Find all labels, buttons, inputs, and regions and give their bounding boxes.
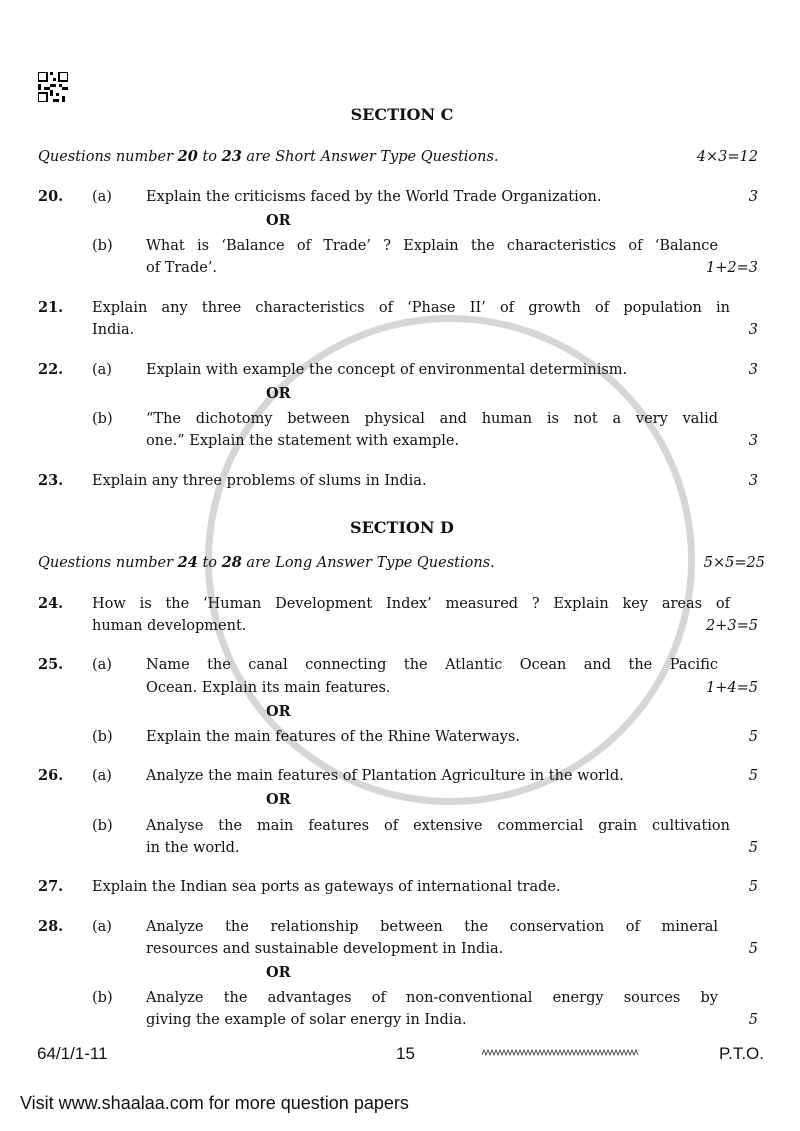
marks: 5: [748, 879, 758, 895]
option-label: (a): [92, 362, 112, 378]
question-text: Explain any three problems of slums in India.: [92, 473, 427, 489]
qr-code-icon: [38, 72, 68, 102]
marks: 2+3=5: [706, 618, 758, 634]
option-label: (b): [92, 238, 113, 254]
marks: 5: [748, 768, 758, 784]
section-c-marks: 4×3=12: [696, 149, 758, 165]
page-number: 15: [396, 1044, 415, 1063]
question-text: India.: [92, 322, 135, 338]
question-text: Ocean. Explain its main features.: [146, 680, 391, 696]
question-number: 27.: [38, 878, 64, 895]
question-number: 26.: [38, 767, 64, 784]
question-text: How is the ‘Human Development Index’ measured ? Explain key areas of: [92, 596, 730, 612]
marks: 3: [748, 433, 758, 449]
option-label: (b): [92, 818, 113, 834]
paper-code: 64/1/1-11: [37, 1044, 108, 1063]
question-text: “The dichotomy between physical and human is not a very valid: [146, 411, 718, 427]
or-separator: OR: [266, 385, 291, 402]
section-d-title: SECTION D: [350, 518, 454, 537]
question-text: of Trade’.: [146, 260, 218, 276]
question-number: 22.: [38, 361, 64, 378]
question-text: in the world.: [146, 840, 240, 856]
marks: 5: [748, 840, 758, 856]
wavy-line-divider: [482, 1048, 640, 1058]
section-c-instruction: Questions number 20 to 23 are Short Answer Type Questions.: [38, 148, 499, 165]
question-text: Explain the criticisms faced by the World Trade Organization.: [146, 189, 602, 205]
question-text: Explain with example the concept of environmental determinism.: [146, 362, 628, 378]
marks: 1+2=3: [706, 260, 758, 276]
option-label: (a): [92, 768, 112, 784]
pto-label: P.T.O.: [718, 1044, 764, 1063]
marks: 5: [748, 941, 758, 957]
question-number: 28.: [38, 918, 64, 935]
option-label: (b): [92, 411, 113, 427]
marks: 5: [748, 1012, 758, 1028]
question-text: What is ‘Balance of Trade’ ? Explain the characteristics of ‘Balance: [146, 238, 718, 254]
question-text: resources and sustainable development in India.: [146, 941, 504, 957]
marks: 3: [748, 189, 758, 205]
question-text: Analyse the main features of extensive commercial grain cultivation: [146, 818, 730, 834]
or-separator: OR: [266, 964, 291, 981]
question-number: 21.: [38, 299, 64, 316]
option-label: (b): [92, 990, 113, 1006]
question-number: 25.: [38, 656, 64, 673]
visit-link[interactable]: Visit www.shaalaa.com for more question papers: [20, 1093, 409, 1113]
question-number: 20.: [38, 188, 64, 205]
or-separator: OR: [266, 791, 291, 808]
question-text: one.” Explain the statement with example.: [146, 433, 460, 449]
question-text: Explain the main features of the Rhine Waterways.: [146, 729, 520, 745]
option-label: (a): [92, 657, 112, 673]
question-number: 24.: [38, 595, 64, 612]
or-separator: OR: [266, 212, 291, 229]
question-text: giving the example of solar energy in India.: [146, 1012, 467, 1028]
question-text: Explain the Indian sea ports as gateways of international trade.: [92, 879, 561, 895]
marks: 1+4=5: [706, 680, 758, 696]
option-label: (a): [92, 919, 112, 935]
marks: 3: [748, 362, 758, 378]
question-number: 23.: [38, 472, 64, 489]
question-text: human development.: [92, 618, 247, 634]
section-d-marks: 5×5=25: [703, 555, 765, 571]
or-separator: OR: [266, 703, 291, 720]
section-d-instruction: Questions number 24 to 28 are Long Answer Type Questions.: [38, 554, 495, 571]
option-label: (b): [92, 729, 113, 745]
marks: 3: [748, 322, 758, 338]
question-text: Explain any three characteristics of ‘Phase II’ of growth of population in: [92, 300, 730, 316]
marks: 3: [748, 473, 758, 489]
question-text: Name the canal connecting the Atlantic Ocean and the Pacific: [146, 657, 718, 673]
option-label: (a): [92, 189, 112, 205]
question-text: Analyze the advantages of non-conventional energy sources by: [146, 990, 718, 1006]
question-text: Analyze the relationship between the conservation of mineral: [146, 919, 718, 935]
section-c-title: SECTION C: [350, 105, 454, 124]
marks: 5: [748, 729, 758, 745]
question-text: Analyze the main features of Plantation Agriculture in the world.: [146, 768, 624, 784]
